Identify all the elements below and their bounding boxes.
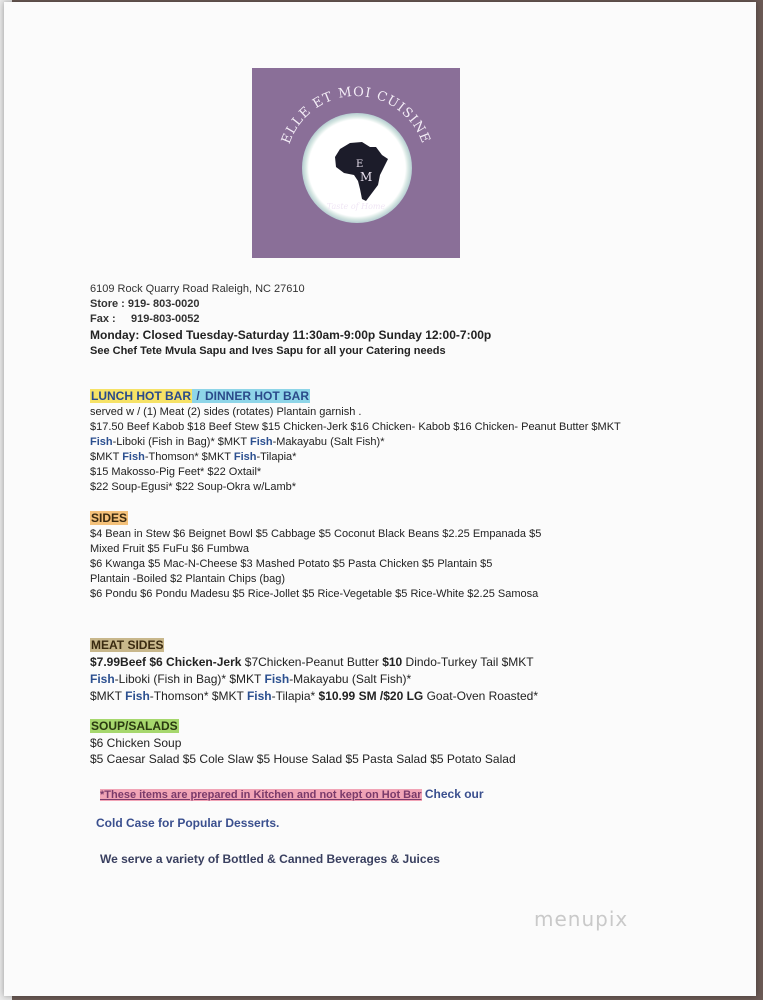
lunch-line-2-a: -Liboki (Fish in Bag)* $MKT <box>112 436 250 448</box>
logo-arc-text: ELLE ET MOI CUISINE <box>278 84 434 146</box>
meat-line-3 <box>90 688 690 705</box>
lunch-hot-bar-label: LUNCH HOT BAR <box>91 389 191 403</box>
soup-salads-section <box>90 719 690 767</box>
fish-word: Fish <box>90 436 113 448</box>
lunch-line-3-c: -Tilapia* <box>256 451 297 463</box>
lunch-line-2 <box>90 435 690 450</box>
fish-word: Fish <box>249 436 273 448</box>
logo-tagline: Taste of Home <box>326 202 386 211</box>
meat-line-1-b: $7Chicken-Peanut Butter <box>244 655 383 669</box>
header-separator: / <box>193 389 204 403</box>
sides-line-2: Mixed Fruit $5 FuFu $6 Fumbwa <box>90 543 249 555</box>
lunch-line-2-b: -Makayabu (Salt Fish)* <box>272 436 385 448</box>
logo-monogram-e: E <box>356 159 364 170</box>
kitchen-note-highlight: *These items are prepared in Kitchen and not kept on Hot Bar <box>100 789 422 801</box>
menu-content <box>90 282 690 867</box>
address: 6109 Rock Quarry Road Raleigh, NC 27610 <box>90 283 305 295</box>
store-phone: Store : 919- 803-0020 <box>90 298 200 310</box>
sides-section <box>90 511 690 602</box>
check-our-text: Check our <box>421 787 484 801</box>
soup-line-1: $6 Chicken Soup <box>90 736 182 750</box>
soup-salads-label: SOUP/SALADS <box>91 719 178 733</box>
meat-sides-label: MEAT SIDES <box>91 638 164 652</box>
sides-line-4: Plantain -Boiled $2 Plantain Chips (bag) <box>90 573 286 585</box>
lunch-line-1: $17.50 Beef Kabob $18 Beef Stew $15 Chicken-Jerk $16 Chicken- Kabob $16 Chicken- Peanut Butter $MKT <box>90 421 621 433</box>
fish-word: Fish <box>233 451 257 463</box>
fish-word: Fish <box>90 672 115 686</box>
lunch-line-5: $22 Soup-Egusi* $22 Soup-Okra w/Lamb* <box>90 481 297 493</box>
kitchen-note <box>90 785 690 804</box>
opening-hours: Monday: Closed Tuesday-Saturday 11:30am-9:00p Sunday 12:00-7:00p <box>90 328 492 342</box>
meat-line-3-e: Goat-Oven Roasted* <box>423 689 538 703</box>
lunch-section <box>90 389 690 495</box>
served-with: served w / (1) Meat (2) sides (rotates) Plantain garnish . <box>90 406 362 418</box>
sides-line-5: $6 Pondu $6 Pondu Madesu $5 Rice-Jollet $5 Rice-Vegetable $5 Rice-White $2.25 Samosa <box>90 588 539 600</box>
watermark-logo: menupix <box>534 907 629 931</box>
sides-header <box>90 511 690 527</box>
meat-line-1-d: Dindo-Turkey Tail $MKT <box>402 655 534 669</box>
menu-page <box>4 2 756 996</box>
soup-salads-header <box>90 719 690 735</box>
meat-line-3-a: $MKT <box>90 689 126 703</box>
meat-line-2 <box>90 671 690 688</box>
meat-line-3-c: -Tilapia* <box>271 689 319 703</box>
meat-line-1-c: $10 <box>382 655 403 669</box>
sides-line-3: $6 Kwanga $5 Mac-N-Cheese $3 Mashed Potato $5 Pasta Chicken $5 Plantain $5 <box>90 558 493 570</box>
lunch-line-3 <box>90 450 690 465</box>
logo-monogram-m: M <box>360 170 373 184</box>
soup-line-2: $5 Caesar Salad $5 Cole Slaw $5 House Salad $5 Pasta Salad $5 Potato Salad <box>90 752 516 766</box>
sides-label: SIDES <box>91 511 128 525</box>
meat-line-1 <box>90 654 690 671</box>
meat-sides-section <box>90 638 690 705</box>
lunch-line-4: $15 Makosso-Pig Feet* $22 Oxtail* <box>90 466 262 478</box>
meat-line-2-a: -Liboki (Fish in Bag)* $MKT <box>114 672 265 686</box>
meat-line-2-b: -Makayabu (Salt Fish)* <box>289 672 412 686</box>
lunch-header <box>90 389 690 405</box>
fax-number: Fax : 919-803-0052 <box>90 313 200 325</box>
meat-line-1-a: $7.99Beef $6 Chicken-Jerk <box>90 655 245 669</box>
lunch-line-3-b: -Thomson* $MKT <box>144 451 234 463</box>
africa-map-icon <box>332 141 392 203</box>
fish-word: Fish <box>122 451 145 463</box>
cold-case-text: Cold Case for Popular Desserts. <box>96 816 280 830</box>
dinner-hot-bar-label: DINNER HOT BAR <box>205 389 310 403</box>
sides-line-1: $4 Bean in Stew $6 Beignet Bowl $5 Cabbage $5 Coconut Black Beans $2.25 Empanada $5 <box>90 528 542 540</box>
fish-word: Fish <box>125 689 150 703</box>
lunch-line-3-a: $MKT <box>90 451 123 463</box>
beverages-note: We serve a variety of Bottled & Canned Beverages & Juices <box>100 852 440 866</box>
fish-word: Fish <box>246 689 272 703</box>
restaurant-logo <box>252 68 460 258</box>
meat-line-3-b: -Thomson* $MKT <box>149 689 247 703</box>
meat-sides-header <box>90 638 690 654</box>
catering-note: See Chef Tete Mvula Sapu and Ives Sapu for all your Catering needs <box>90 345 446 357</box>
meat-line-3-d: $10.99 SM /$20 LG <box>318 689 424 703</box>
fish-word: Fish <box>264 672 290 686</box>
cold-case-note <box>90 816 690 832</box>
